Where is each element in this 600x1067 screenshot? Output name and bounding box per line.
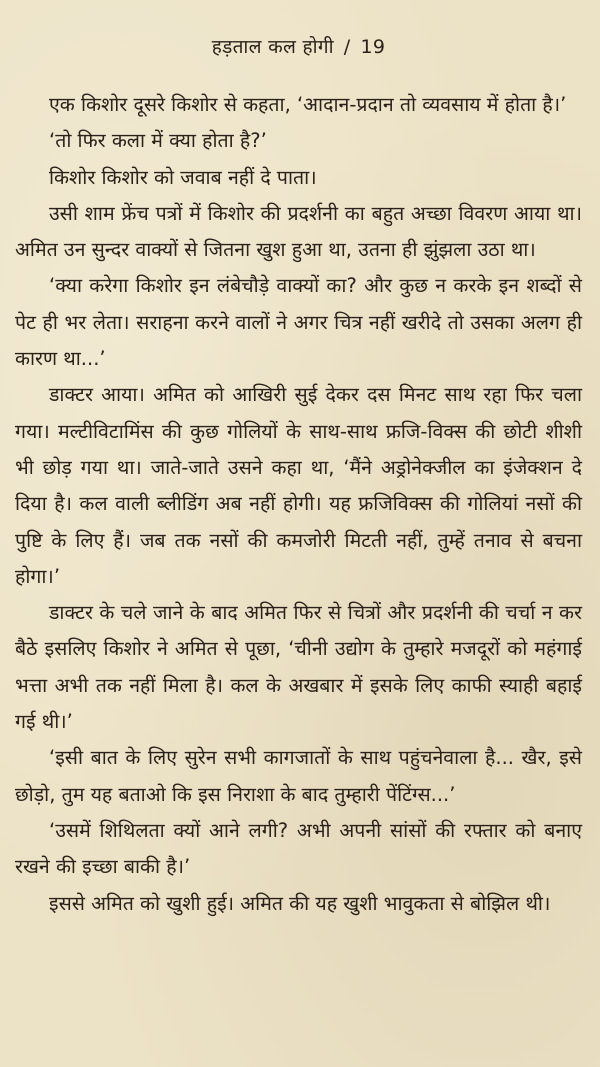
paragraph-3: किशोर किशोर को जवाब नहीं दे पाता। [49,165,317,189]
paragraph-8: ‘इसी बात के लिए सुरेन सभी कागजातों के साथ पहुंचनेवाला है... खैर, इसे छोड़ो, तुम यह बताओ कि इस निराशा के बाद तुम्हारी पेंटिंग्स...’ [15,746,582,806]
paragraph-6: डाक्टर आया। अमित को आखिरी सुई देकर दस मिनट साथ रहा फिर चला गया। मल्टीविटामिंस की कुछ गोलियों के साथ-साथ फ्रजि-विक्स की छोटी शीशी भी छोड़ गया था। जाते-जाते उसने कहा था, ‘मैंने अड्रोनेक्जील का इंजेक्शन दे दिया है। कल वाली ब्लीडिंग अब नहीं होगी। यह फ्रजिविक्स की गोलियां नसों की पुष्टि के लिए हैं। जब तक नसों की कमजोरी मिटती नहीं, तुम्हें तनाव से बचना होगा।’ [15,383,582,588]
paragraph-2: ‘तो फिर कला में क्या होता है?’ [49,129,267,153]
page-number: 19 [360,36,386,58]
chapter-title: हड़ताल कल होगी [211,36,334,58]
paragraph-10: इससे अमित को खुशी हुई। अमित की यह खुशी भावुकता से बोझिल थी। [49,891,551,915]
header-separator: / [343,36,351,58]
paragraph-5: ‘क्या करेगा किशोर इन लंबेचौड़े वाक्यों का? और कुछ न करके इन शब्दों से पेट ही भर लेता। सराहना करने वालों ने अगर चित्र नहीं खरीदे तो उसका अलग ही कारण था...’ [15,274,582,371]
page-header [15,0,582,61]
paragraph-7: डाक्टर के चले जाने के बाद अमित फिर से चित्रों और प्रदर्शनी की चर्चा न कर बैठे इसलिए किशोर ने अमित से पूछा, ‘चीनी उद्योग के तुम्हारे मजदूरों को महंगाई भत्ता अभी तक नहीं मिला है। कल के अखबार में इसके लिए काफी स्याही बहाई गई थी।’ [15,601,582,734]
body-text [15,87,582,922]
paragraph-4: उसी शाम फ्रेंच पत्रों में किशोर की प्रदर्शनी का बहुत अच्छा विवरण आया था। अमित उन सुन्दर वाक्यों से जितना खुश हुआ था, उतना ही झुंझला उठा था। [15,201,582,262]
paragraph-9: ‘उसमें शिथिलता क्यों आने लगी? अभी अपनी सांसों की रफ्तार को बनाए रखने की इच्छा बाकी है।’ [15,818,582,879]
paragraph-1: एक किशोर दूसरे किशोर से कहता, ‘आदान-प्रदान तो व्यवसाय में होता है।’ [49,93,567,116]
